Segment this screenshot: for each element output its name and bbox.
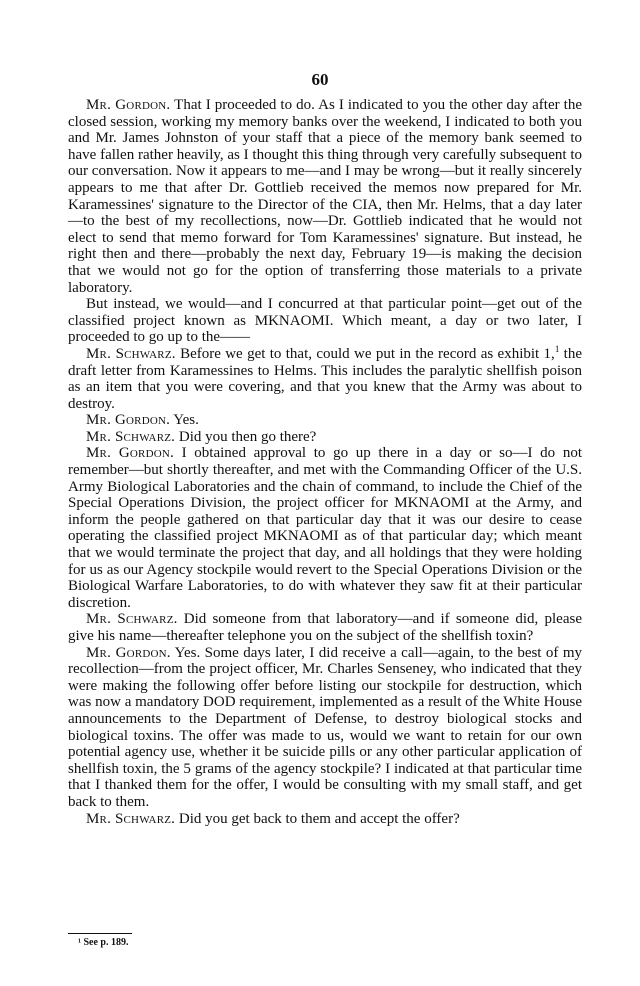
footnote: ¹ See p. 189. <box>78 937 129 948</box>
speaker-name: Mr. Gordon. <box>86 97 171 113</box>
paragraph <box>68 611 582 644</box>
paragraph <box>68 296 582 346</box>
paragraph <box>68 645 582 811</box>
speaker-name: Mr. Gordon. <box>86 644 171 661</box>
paragraph-text: Yes. <box>170 412 199 429</box>
paragraph <box>68 343 582 412</box>
paragraph-text: Yes. Some days later, I did receive a call—again, to the best of my recollection—from the project officer, Mr. Charles Senseney, who indicated that they were making the following offer before listing our stockpile for destruction, which was now a mandatory DOD requirement, implemented as a result of the White House announcements to the Department of Defense, to destroy biological stocks and biological toxins. The offer was made to us, would we want to retain for our own potential agency use, whether it be suicide pills or any other particular application of shellfish toxin, the 5 grams of the agency stockpile? I indicated at that particular time that I thanked them for the offer, I would be consulting with my small staff, and get back to them. <box>68 644 582 810</box>
paragraph-text: Did you then go there? <box>175 428 317 445</box>
paragraph <box>68 429 582 446</box>
paragraph <box>68 811 582 828</box>
paragraph <box>68 445 582 611</box>
paragraph <box>68 97 582 296</box>
paragraph-text: But instead, we would—and I concurred at that particular point—get out of the classified project known as MKNAOMI. Which meant, a day or two later, I proceeded to go up to the—— <box>68 296 582 346</box>
speaker-name: Mr. Gordon. <box>86 412 171 429</box>
paragraph-text: That I proceeded to do. As I indicated to you the other day after the closed session, working my memory banks over the weekend, I indicated to both you and Mr. James Johnston of your staff that a piece of the memory bank seemed to have fallen rather heavily, as I thought this thing through very carefully subsequent to our conversation. Now it appears to me—and I may be wrong—but it really sincerely appears to me that after Dr. Gottlieb received the memos now prepared for Mr. Karamessines' signature to the Director of the CIA, then Mr. Helms, that a day later—to the best of my recollections, now—Dr. Gottlieb indicated that he would not elect to send that memo forward for Tom Karamessines' signature. But instead, he right then and there—probably the next day, February 19—is making the decision that we would not go for the option of transferring those materials to a private laboratory. <box>68 97 582 296</box>
paragraph-text: Before we get to that, could we put in the record as exhibit 1, <box>175 345 555 362</box>
speaker-name: Mr. Gordon. <box>86 445 174 462</box>
paragraph-text: I obtained approval to go up there in a day or so—I do not remember—but shortly thereafter, and met with the Commanding Officer of the U.S. Army Biological Laboratories and the chain of command, to include the Chief of the Special Operations Division, the project officer for MKNAOMI at the Army, and inform the people gathered on that particular day that it was our desire to cease operating the classified project MKNAOMI as of that particular day; which meant that we would terminate the project that day, and all holdings that they were holding for us as our Agency stockpile would revert to the Special Operations Division or the Biological Warfare Laboratories, to do with whatever they saw fit at their particular discretion. <box>68 445 582 611</box>
speaker-name: Mr. Schwarz. <box>86 345 176 362</box>
paragraph <box>68 412 582 429</box>
paragraph-text: Did you get back to them and accept the offer? <box>175 810 460 827</box>
paragraph-text-continued: the draft letter from Karamessines to Helms. This includes the paralytic shellfish poison as an item that you were covering, and that you knew that the Army was about to destroy. <box>68 345 582 412</box>
paragraph-text: Did someone from that laboratory—and if someone did, please give his name—thereafter telephone you on the subject of the shellfish toxin? <box>68 611 582 644</box>
footnote-reference: 1 <box>554 343 560 354</box>
speaker-name: Mr. Schwarz. <box>86 810 176 827</box>
footnote-divider <box>68 933 132 934</box>
body-text <box>68 97 582 827</box>
page-number: 60 <box>311 70 329 89</box>
speaker-name: Mr. Schwarz. <box>86 428 176 445</box>
speaker-name: Mr. Schwarz. <box>86 611 178 628</box>
